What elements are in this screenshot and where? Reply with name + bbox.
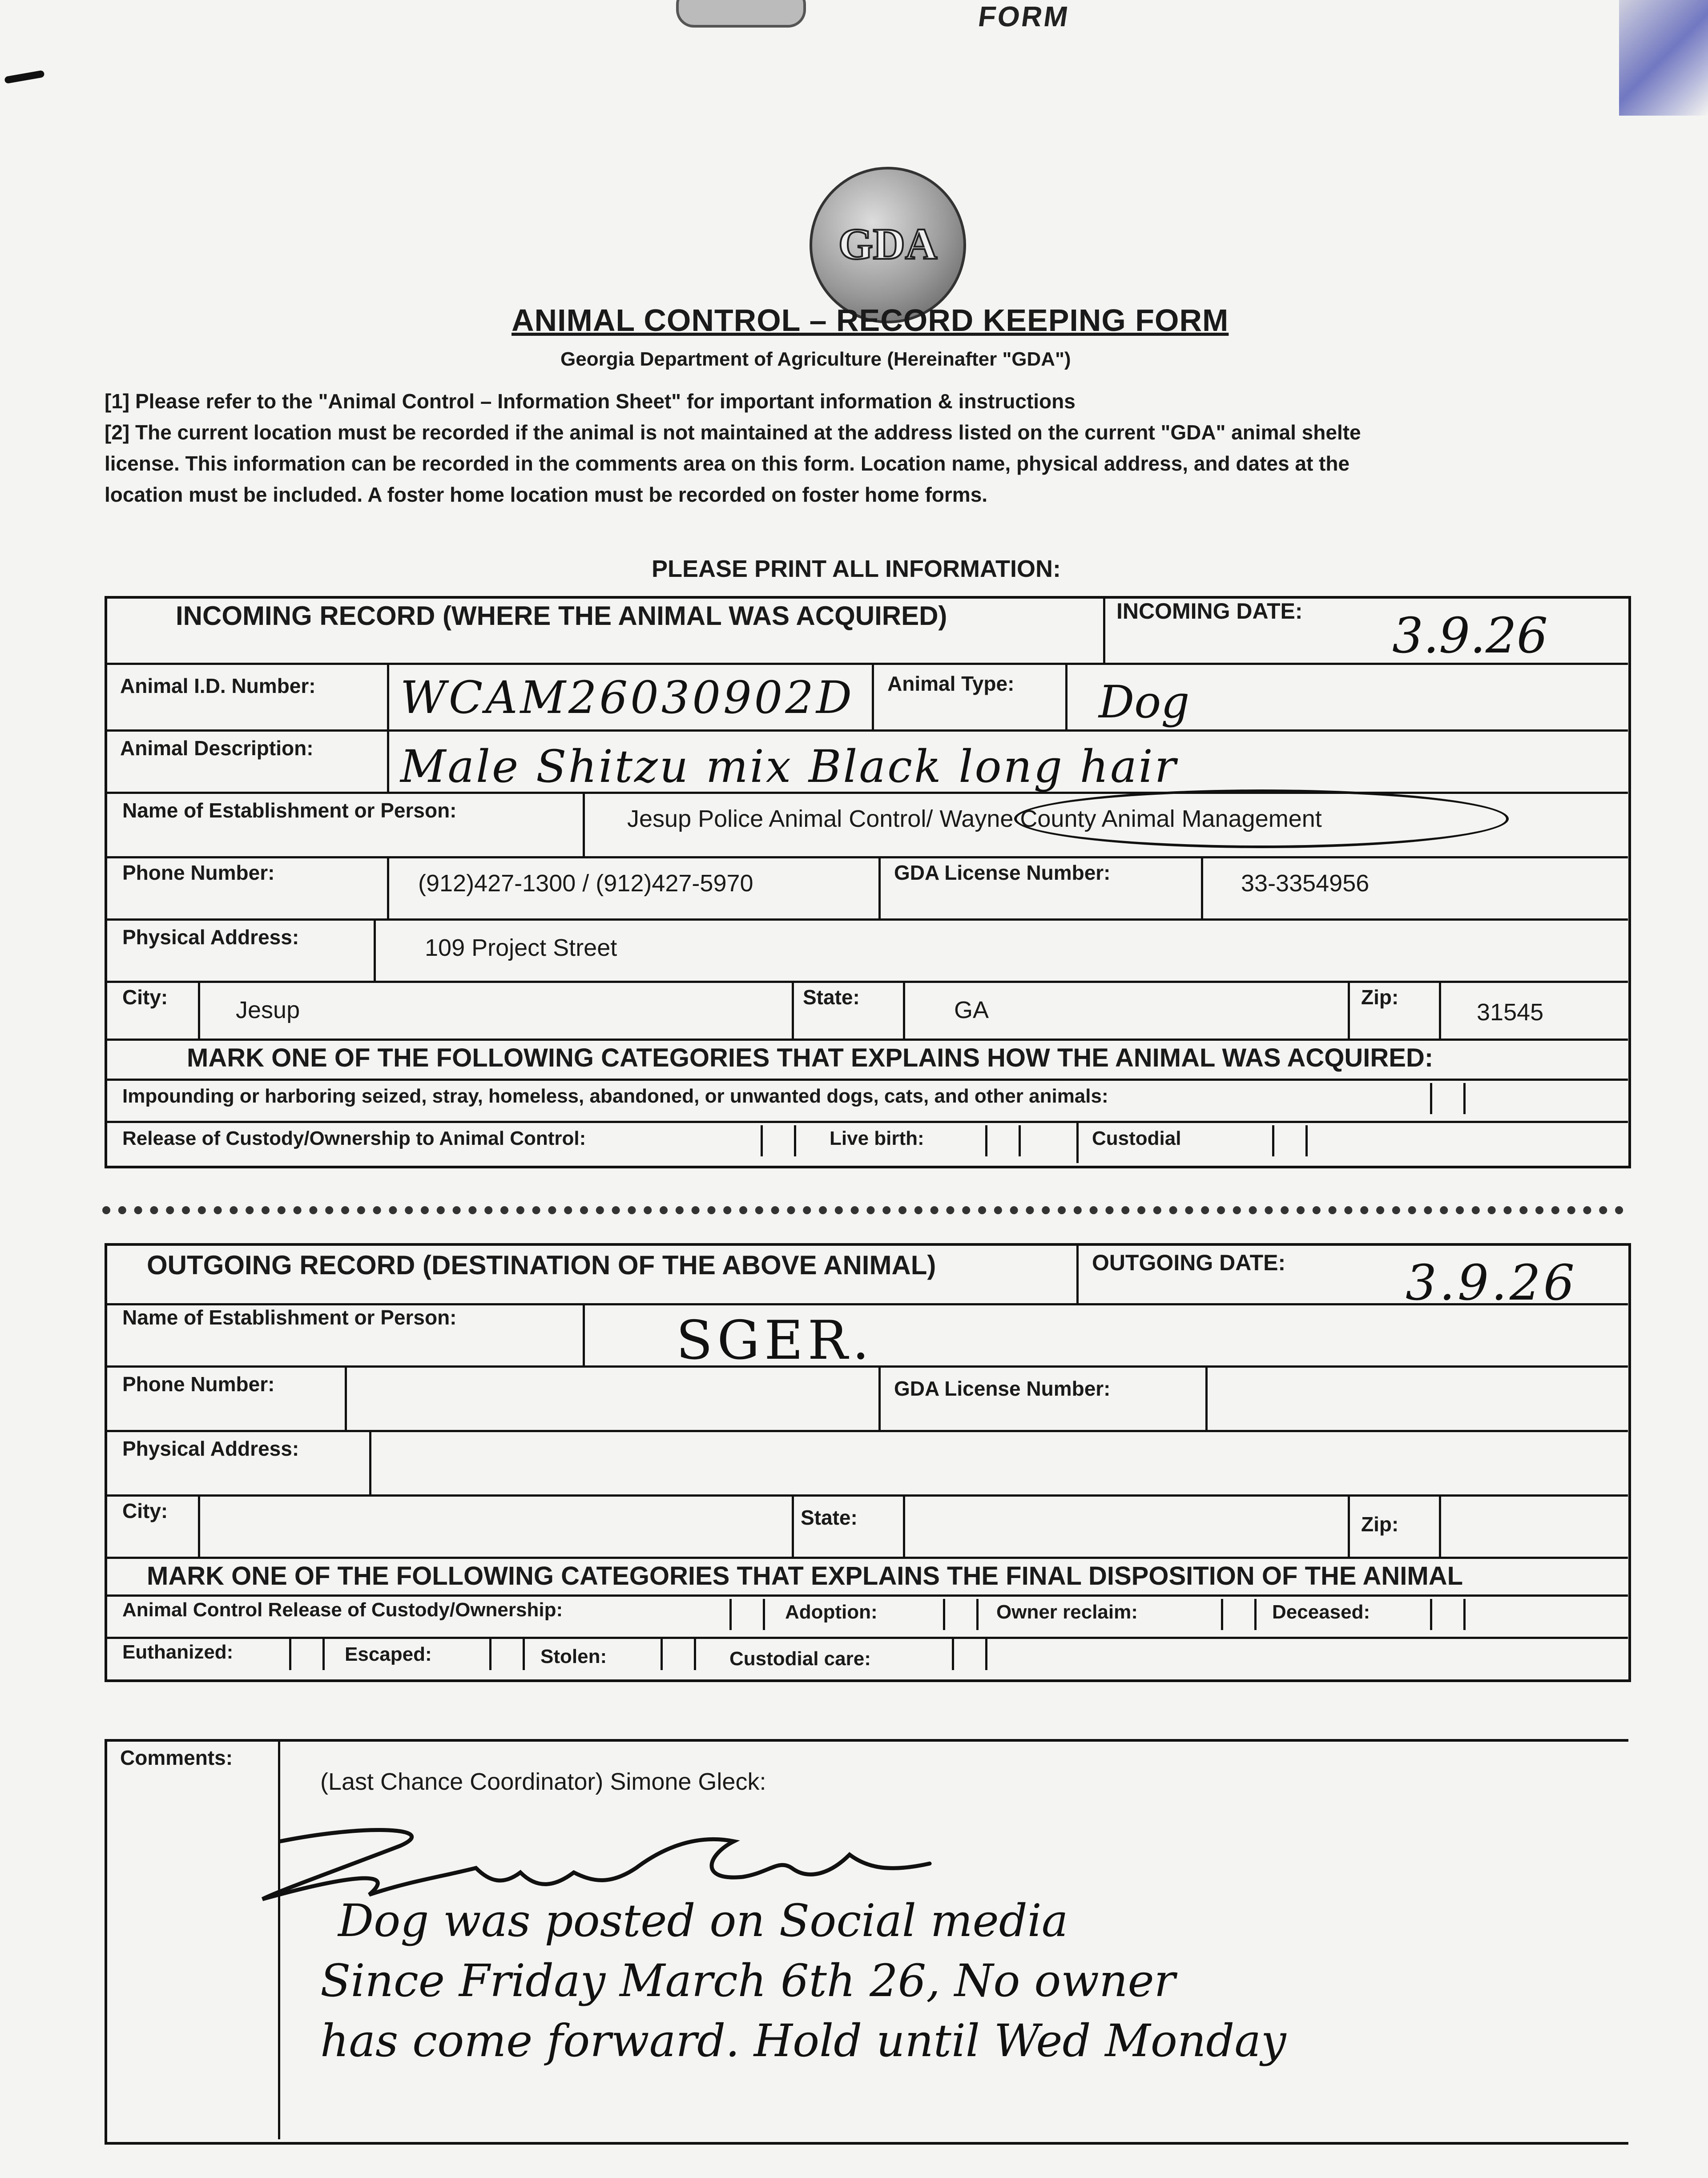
release-ownership-checkbox[interactable] — [729, 1599, 765, 1630]
incoming-address-label: Physical Address: — [122, 926, 299, 949]
outgoing-license-label: GDA License Number: — [894, 1377, 1111, 1400]
deceased-label: Deceased: — [1272, 1601, 1370, 1623]
incoming-phone-value[interactable]: (912)427-1300 / (912)427-5970 — [418, 870, 753, 897]
owner-reclaim-checkbox[interactable] — [1221, 1599, 1257, 1630]
animal-id-label: Animal I.D. Number: — [120, 674, 316, 697]
incoming-establishment-label: Name of Establishment or Person: — [122, 799, 457, 822]
release-ownership-label: Animal Control Release of Custody/Ownership: — [122, 1599, 563, 1621]
incoming-record-box — [105, 596, 1631, 1168]
owner-reclaim-label: Owner reclaim: — [996, 1601, 1138, 1623]
euthanized-checkbox[interactable] — [289, 1639, 325, 1670]
outgoing-phone-label: Phone Number: — [122, 1373, 275, 1396]
gda-logo-text: GDA — [838, 219, 938, 269]
custodial-care-checkbox[interactable] — [952, 1639, 987, 1670]
outgoing-establishment-label: Name of Establishment or Person: — [122, 1306, 457, 1329]
incoming-heading: INCOMING RECORD (WHERE THE ANIMAL WAS ACQUIRED) — [176, 601, 947, 631]
animal-type-label: Animal Type: — [887, 672, 1015, 695]
print-all-heading: PLEASE PRINT ALL INFORMATION: — [652, 556, 1061, 582]
form-subtitle: Georgia Department of Agriculture (Hereinafter "GDA") — [560, 348, 1071, 370]
outgoing-category-heading: MARK ONE OF THE FOLLOWING CATEGORIES THAT EXPLAINS THE FINAL DISPOSITION OF THE ANIMAL — [147, 1562, 1463, 1590]
release-label: Release of Custody/Ownership to Animal Control: — [122, 1127, 586, 1149]
animal-description-value[interactable]: Male Shitzu mix Black long hair — [400, 741, 1178, 793]
margin-mark — [4, 70, 44, 84]
incoming-license-value[interactable]: 33-3354956 — [1241, 870, 1370, 897]
escaped-label: Escaped: — [345, 1643, 432, 1665]
live-birth-checkbox[interactable] — [985, 1125, 1021, 1156]
gda-logo — [810, 167, 966, 323]
coordinator-line: (Last Chance Coordinator) Simone Gleck: — [320, 1768, 766, 1795]
incoming-state-label: State: — [803, 986, 860, 1009]
incoming-city-label: City: — [122, 986, 168, 1009]
incoming-city-value[interactable]: Jesup — [236, 997, 300, 1023]
outgoing-establishment-value[interactable]: SGER. — [676, 1310, 874, 1372]
release-checkbox[interactable] — [761, 1125, 796, 1156]
custodial-checkbox[interactable] — [1272, 1125, 1308, 1156]
comment-line-3: has come forward. Hold until Wed Monday — [320, 2015, 1286, 2067]
animal-id-value[interactable]: WCAM26030902D — [400, 672, 855, 724]
deceased-checkbox[interactable] — [1430, 1599, 1466, 1630]
animal-type-value[interactable]: Dog — [1099, 676, 1190, 728]
incoming-date-value[interactable]: 3.9.26 — [1392, 607, 1548, 664]
outgoing-state-label: State: — [801, 1506, 858, 1529]
incoming-phone-label: Phone Number: — [122, 861, 275, 884]
incoming-date-label: INCOMING DATE: — [1116, 599, 1303, 624]
corner-shadow — [1619, 0, 1708, 116]
custodial-care-label: Custodial care: — [729, 1648, 871, 1670]
form-title: ANIMAL CONTROL – RECORD KEEPING FORM — [512, 303, 1229, 338]
comment-line-2: Since Friday March 6th 26, No owner — [320, 1955, 1176, 2007]
outgoing-address-label: Physical Address: — [122, 1437, 299, 1460]
incoming-license-label: GDA License Number: — [894, 861, 1111, 884]
impound-checkbox[interactable] — [1430, 1083, 1466, 1114]
stolen-label: Stolen: — [540, 1646, 607, 1667]
outgoing-date-value[interactable]: 3.9.26 — [1406, 1254, 1577, 1311]
note-3: license. This information can be recorded in the comments area on this form. Location name, physical address, and dates at the — [105, 452, 1350, 475]
circled-annotation — [1014, 789, 1509, 848]
incoming-zip-value[interactable]: 31545 — [1477, 999, 1544, 1026]
outgoing-city-label: City: — [122, 1499, 168, 1522]
adoption-label: Adoption: — [785, 1601, 878, 1623]
live-birth-label: Live birth: — [830, 1127, 924, 1149]
euthanized-label: Euthanized: — [122, 1641, 234, 1663]
animal-description-label: Animal Description: — [120, 737, 314, 760]
comment-line-1: Dog was posted on Social media — [338, 1895, 1068, 1947]
escaped-checkbox[interactable] — [489, 1639, 525, 1670]
outgoing-zip-label: Zip: — [1361, 1513, 1399, 1536]
incoming-address-value[interactable]: 109 Project Street — [425, 934, 617, 961]
impound-label: Impounding or harboring seized, stray, homeless, abandoned, or unwanted dogs, cats, and other animals: — [122, 1085, 1108, 1107]
incoming-state-value[interactable]: GA — [954, 997, 989, 1023]
note-2: [2] The current location must be recorded if the animal is not maintained at the address listed on the current "GDA" animal shelte — [105, 421, 1361, 444]
header-fragment: FORM — [976, 0, 1072, 32]
incoming-establishment-value[interactable]: Jesup Police Animal Control/ Wayne County Animal Management — [627, 805, 1322, 832]
stolen-checkbox[interactable] — [661, 1639, 696, 1670]
incoming-zip-label: Zip: — [1361, 986, 1399, 1009]
section-divider — [102, 1206, 1623, 1214]
note-1: [1] Please refer to the "Animal Control – Information Sheet" for important information & instructions — [105, 390, 1076, 413]
outgoing-heading: OUTGOING RECORD (DESTINATION OF THE ABOVE ANIMAL) — [147, 1250, 936, 1280]
note-4: location must be included. A foster home location must be recorded on foster home forms. — [105, 483, 988, 506]
incoming-category-heading: MARK ONE OF THE FOLLOWING CATEGORIES THAT EXPLAINS HOW THE ANIMAL WAS ACQUIRED: — [187, 1043, 1434, 1072]
top-logo-fragment — [676, 0, 806, 28]
custodial-label: Custodial — [1092, 1127, 1181, 1149]
outgoing-date-label: OUTGOING DATE: — [1092, 1250, 1286, 1275]
adoption-checkbox[interactable] — [943, 1599, 979, 1630]
comments-label: Comments: — [120, 1746, 233, 1769]
